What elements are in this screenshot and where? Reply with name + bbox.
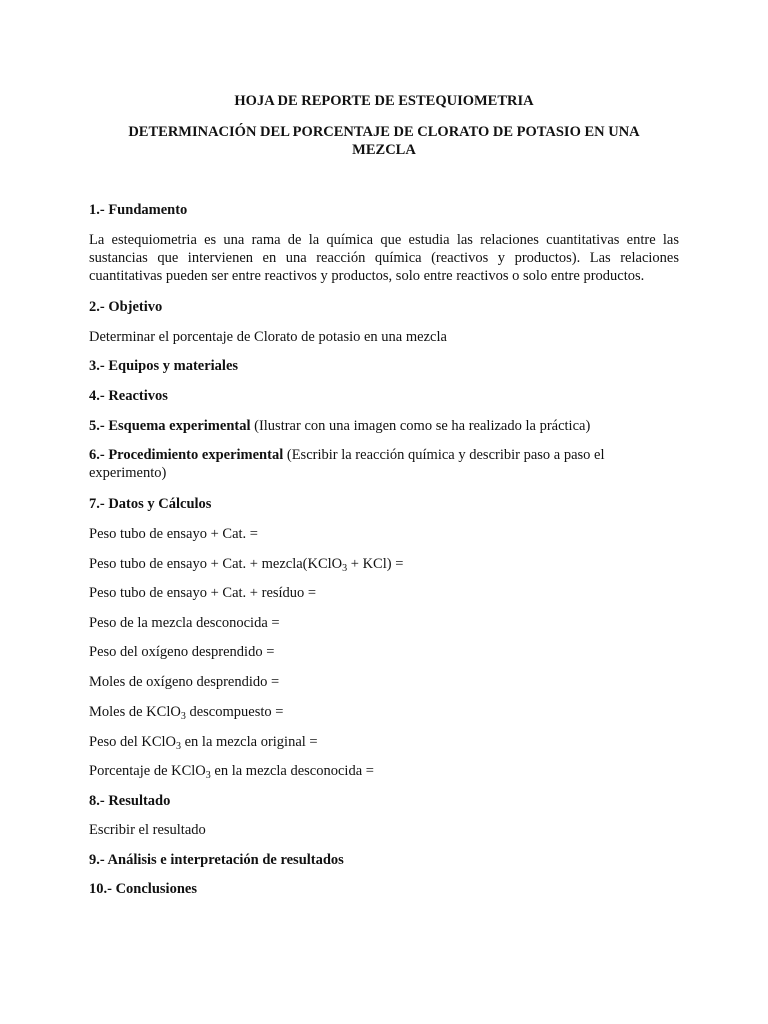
section-body-objetivo: Determinar el porcentaje de Clorato de potasio en una mezcla: [89, 329, 447, 345]
data-line-peso-tubo-mezcla: Peso tubo de ensayo + Cat. + mezcla(KClO$_3$ + KCl) =: [89, 556, 404, 574]
data-line-peso-oxigeno: Peso del oxígeno desprendido =: [89, 644, 275, 660]
section-heading-datos: 7.- Datos y Cálculos: [89, 496, 212, 512]
section-heading-resultado: 8.- Resultado: [89, 793, 171, 809]
section-esquema: [89, 417, 679, 435]
section-heading-conclusiones: 10.- Conclusiones: [89, 881, 197, 897]
section-heading-analisis: 9.- Análisis e interpretación de resultados: [89, 852, 344, 868]
data-line-peso-mezcla: Peso de la mezcla desconocida =: [89, 615, 280, 631]
section-heading-fundamento: 1.- Fundamento: [89, 202, 188, 218]
data-line-peso-kclo3: Peso del KClO$_3$ en la mezcla original =: [89, 734, 318, 752]
document-subtitle: DETERMINACIÓN DEL PORCENTAJE DE CLORATO DE POTASIO EN UNA MEZCLA: [128, 124, 640, 158]
section-heading-equipos: 3.- Equipos y materiales: [89, 358, 239, 374]
data-line-moles-oxigeno: Moles de oxígeno desprendido =: [89, 674, 280, 690]
section-note-esquema: (Ilustrar con una imagen como se ha realizado la práctica): [250, 418, 591, 434]
data-line-porcentaje-kclo3: Porcentaje de KClO$_3$ en la mezcla desconocida =: [89, 763, 374, 781]
data-line-peso-tubo: Peso tubo de ensayo + Cat. =: [89, 526, 258, 542]
section-body-fundamento: La estequiometria es una rama de la química que estudia las relaciones cuantitativas entre las sustancias que intervienen en una reacción química (reactivos y productos). Las relaciones cuantitativas pueden ser entre reactivos y productos, solo entre reactivos o solo entre productos.: [89, 232, 679, 284]
data-line-moles-kclo3: Moles de KClO$_3$ descompuesto =: [89, 704, 284, 722]
document-title: HOJA DE REPORTE DE ESTEQUIOMETRIA: [234, 93, 534, 109]
section-heading-objetivo: 2.- Objetivo: [89, 299, 163, 315]
section-procedimiento: [89, 446, 679, 482]
section-note-procedimiento: (Escribir la reacción química y describir paso a paso el experimento): [89, 447, 605, 481]
section-heading-reactivos: 4.- Reactivos: [89, 388, 168, 404]
section-heading-procedimiento: 6.- Procedimiento experimental: [89, 447, 284, 463]
section-heading-esquema: 5.- Esquema experimental: [89, 418, 251, 434]
section-body-resultado: Escribir el resultado: [89, 822, 206, 838]
data-line-peso-tubo-residuo: Peso tubo de ensayo + Cat. + resíduo =: [89, 585, 317, 601]
